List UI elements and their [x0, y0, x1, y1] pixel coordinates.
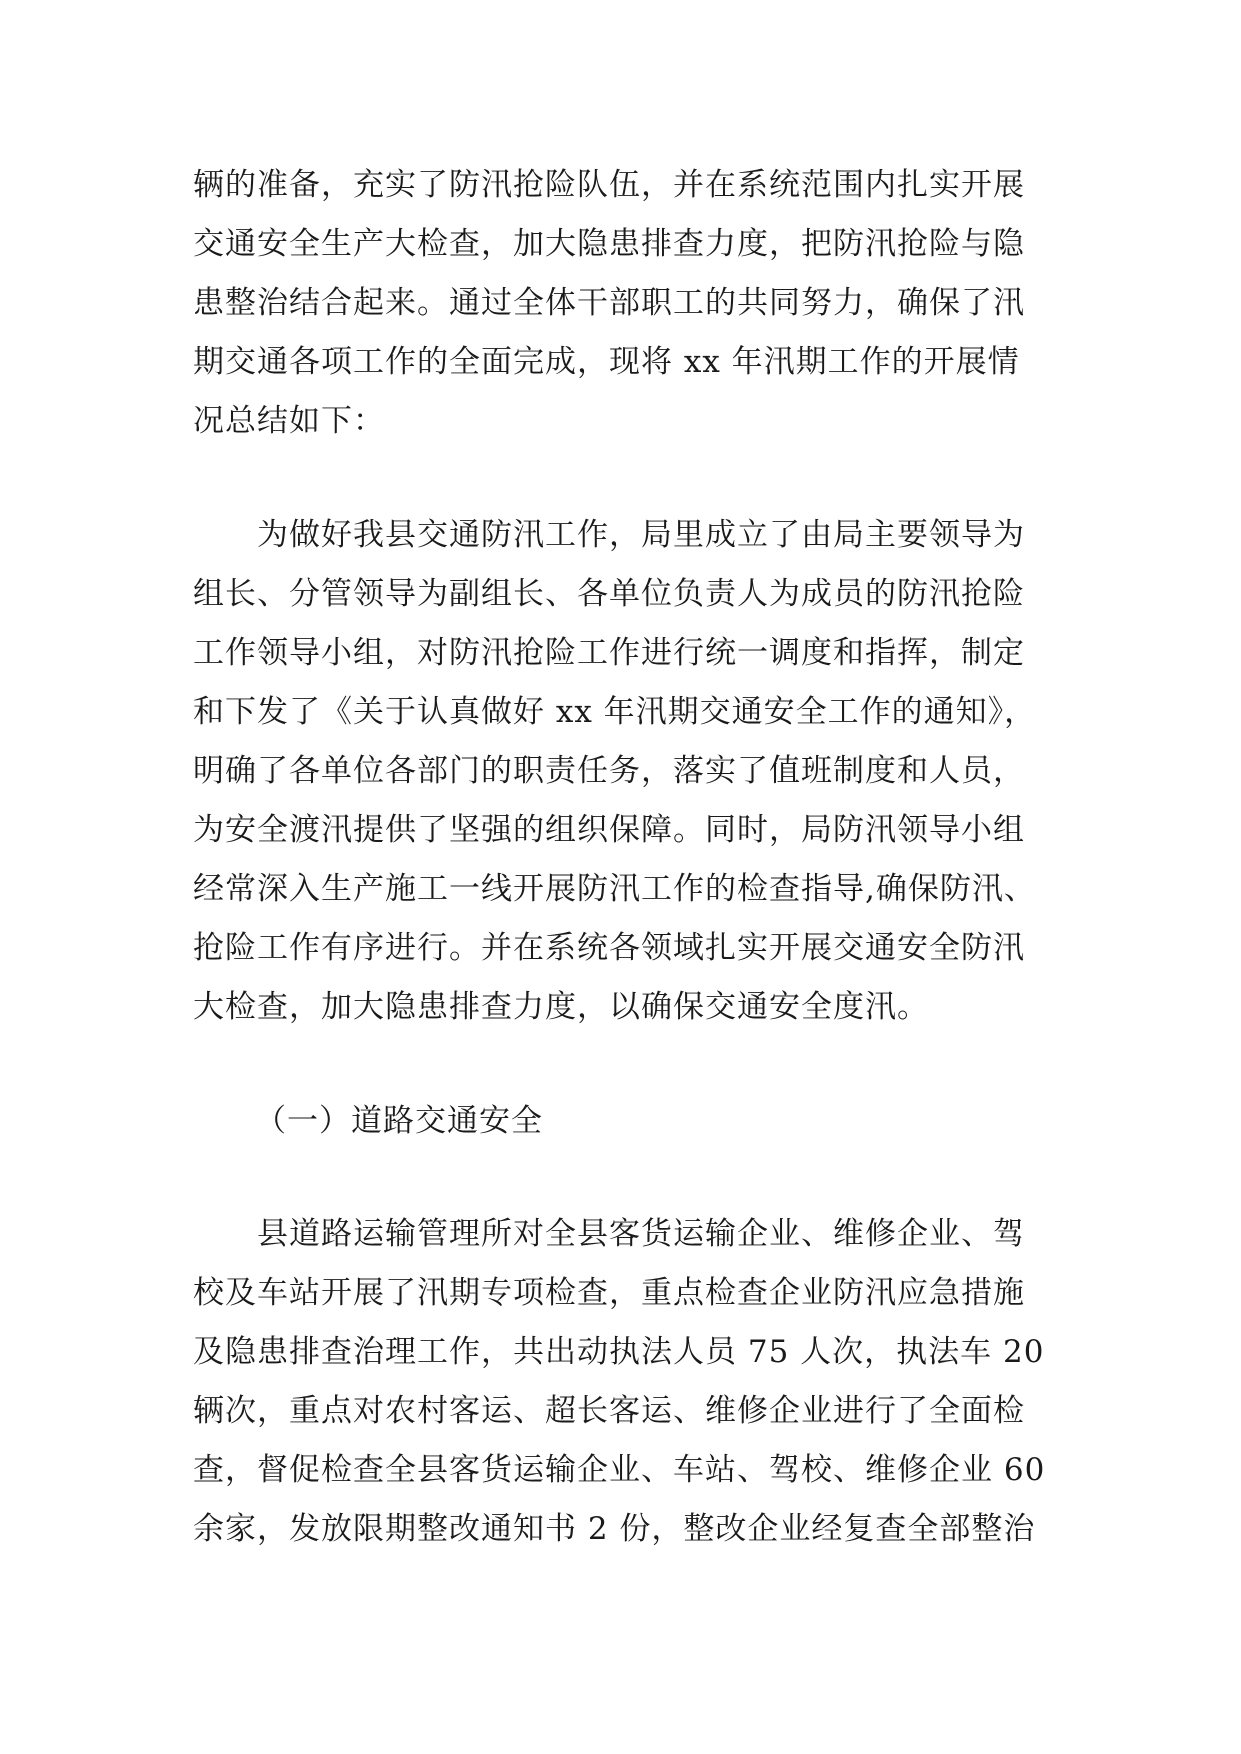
paragraph-line: 县道路运输管理所对全县客货运输企业、维修企业、驾	[257, 1216, 1025, 1252]
paragraph-organization	[193, 506, 1073, 1037]
paragraph-line: 辆的准备，充实了防汛抢险队伍，并在系统范围内扎实开展	[193, 167, 1025, 203]
paragraph-line: 明确了各单位各部门的职责任务，落实了值班制度和人员，	[193, 753, 1025, 789]
section-heading-text: （一）道路交通安全	[255, 1103, 543, 1139]
paragraph-line: 患整治结合起来。通过全体干部职工的共同努力，确保了汛	[193, 285, 1025, 321]
paragraph-line: 为安全渡汛提供了坚强的组织保障。同时，局防汛领导小组	[193, 812, 1025, 848]
section-heading	[193, 1092, 1135, 1151]
paragraph-line: 校及车站开展了汛期专项检查，重点检查企业防汛应急措施	[193, 1275, 1025, 1311]
paragraph-line: 为做好我县交通防汛工作，局里成立了由局主要领导为	[257, 517, 1025, 553]
paragraph-line: 况总结如下：	[193, 403, 385, 439]
paragraph-line: 期交通各项工作的全面完成，现将 xx 年汛期工作的开展情	[193, 344, 1020, 380]
paragraph-line: 大检查，加大隐患排查力度，以确保交通安全度汛。	[193, 989, 929, 1025]
paragraph-line: 及隐患排查治理工作，共出动执法人员 75 人次，执法车 20	[193, 1334, 1045, 1370]
paragraph-line: 查，督促检查全县客货运输企业、车站、驾校、维修企业 60	[193, 1452, 1046, 1488]
paragraph-line: 抢险工作有序进行。并在系统各领域扎实开展交通安全防汛	[193, 930, 1025, 966]
paragraph-line: 和下发了《关于认真做好 xx 年汛期交通安全工作的通知》，	[193, 694, 1037, 730]
paragraph-line: 辆次，重点对农村客运、超长客运、维修企业进行了全面检	[193, 1393, 1025, 1429]
paragraph-road-safety	[193, 1205, 1073, 1559]
paragraph-intro	[193, 156, 1073, 451]
paragraph-line: 经常深入生产施工一线开展防汛工作的检查指导,确保防汛、	[193, 871, 1036, 907]
paragraph-line: 交通安全生产大检查，加大隐患排查力度，把防汛抢险与隐	[193, 226, 1025, 262]
paragraph-line: 余家，发放限期整改通知书 2 份，整改企业经复查全部整治	[193, 1511, 1036, 1547]
paragraph-line: 工作领导小组，对防汛抢险工作进行统一调度和指挥，制定	[193, 635, 1025, 671]
paragraph-line: 组长、分管领导为副组长、各单位负责人为成员的防汛抢险	[193, 576, 1025, 612]
